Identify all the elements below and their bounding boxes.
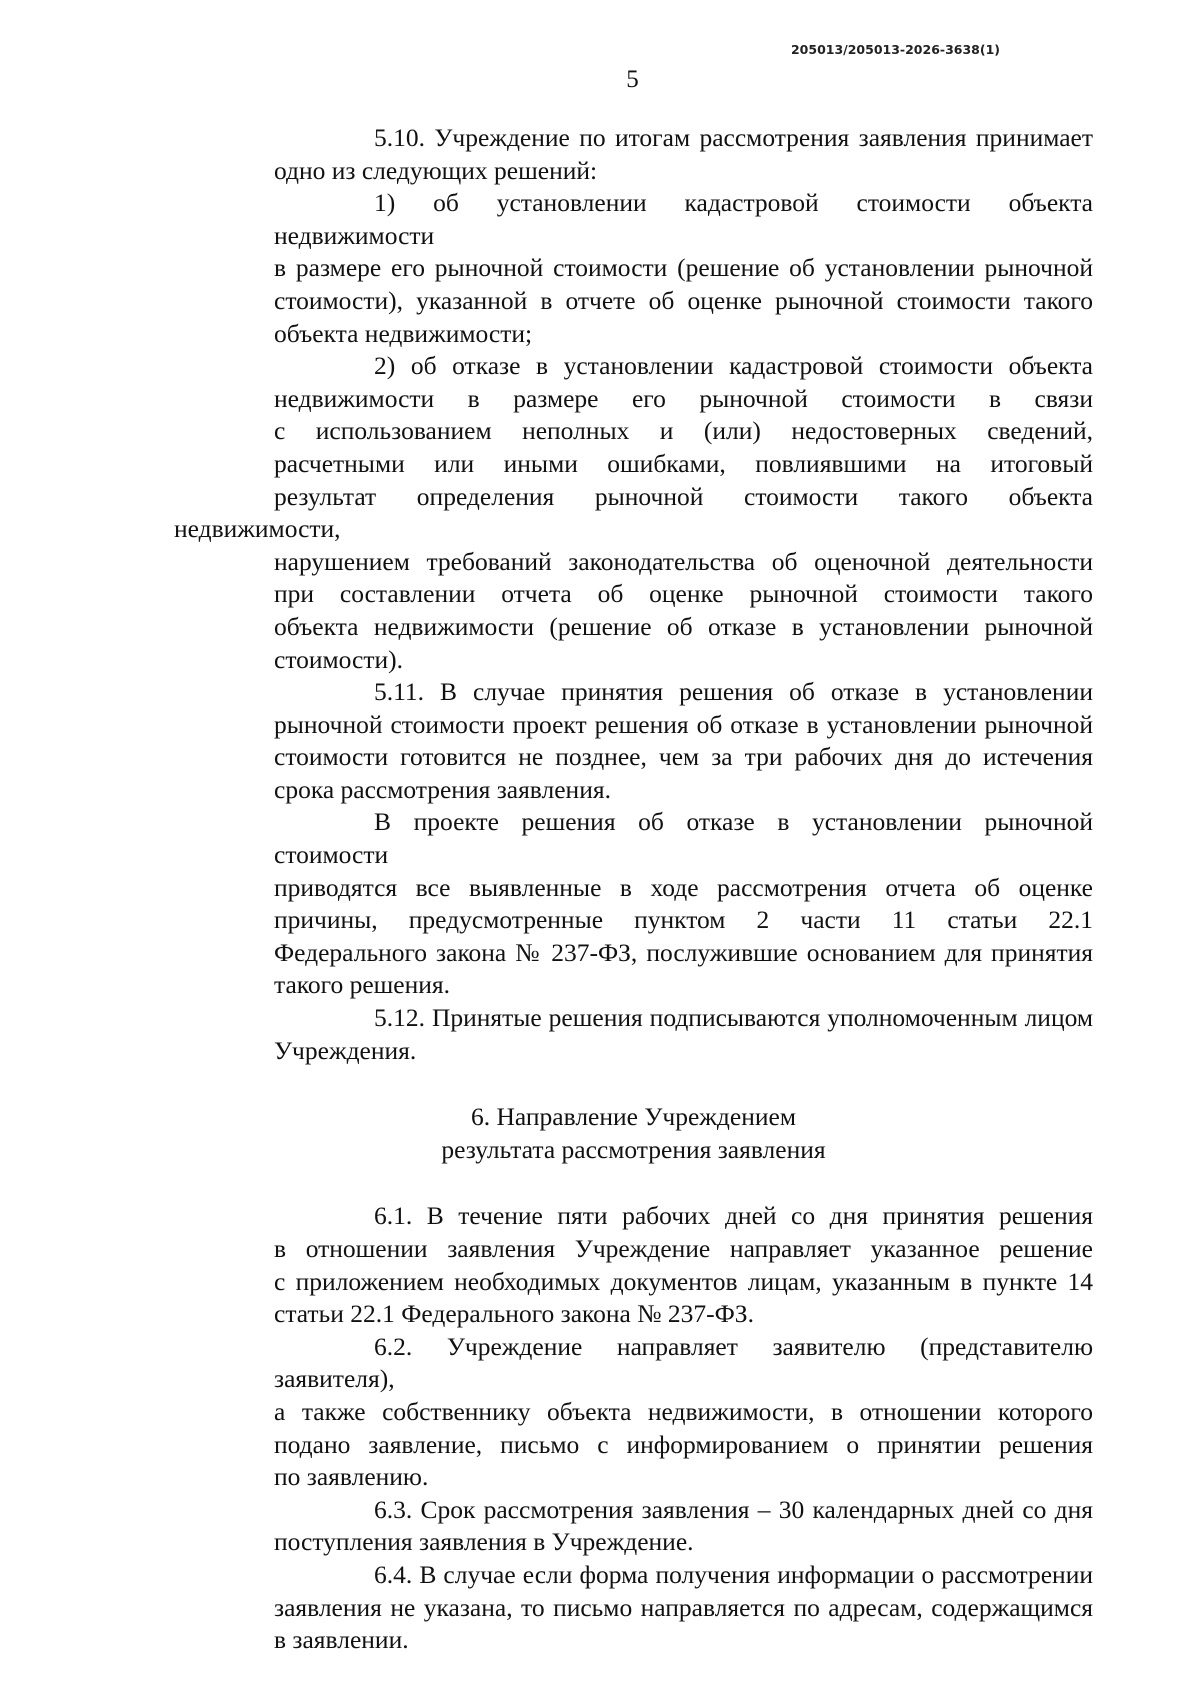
document-body [174, 122, 1093, 1657]
text-line: 6.1. В течение пяти рабочих дней со дня принятия решения [374, 1201, 1093, 1231]
text-line: стоимости готовится не позднее, чем за три рабочих дня до истечения [274, 742, 1093, 772]
text-line: 6.3. Срок рассмотрения заявления – 30 календарных дней со дня [374, 1494, 1093, 1524]
paragraph-5-12 [174, 1002, 1093, 1067]
text-line: заявления не указана, то письмо направляется по адресам, содержащимся [274, 1592, 1093, 1622]
section-heading-line: 6. Направление Учреждением [471, 1102, 796, 1132]
paragraph-5-11 [174, 676, 1093, 806]
text-line: в заявлении. [274, 1625, 409, 1655]
section-heading-line: результата рассмотрения заявления [441, 1134, 826, 1164]
paragraph-5-11-continued [174, 806, 1093, 1002]
paragraph-6-4 [174, 1559, 1093, 1657]
text-line: с использованием неполных и (или) недостоверных сведений, [274, 416, 1093, 446]
text-line: объекта недвижимости (решение об отказе в установлении рыночной [274, 611, 1093, 641]
text-line: одно из следующих решений: [274, 155, 598, 185]
text-line: при составлении отчета об оценке рыночной стоимости такого [274, 579, 1093, 609]
text-line: 6.4. В случае если форма получения информации о рассмотрении [374, 1559, 1093, 1589]
text-line: 2) об отказе в установлении кадастровой стоимости объекта [374, 351, 1093, 381]
text-line: 1) об установлении кадастровой стоимости объекта недвижимости [274, 188, 1093, 250]
text-line: 5.12. Принятые решения подписываются уполномоченным лицом [374, 1003, 1093, 1033]
text-line: стоимости), указанной в отчете об оценке рыночной стоимости такого [274, 285, 1093, 315]
paragraph-6-3 [174, 1494, 1093, 1559]
text-line: 5.10. Учреждение по итогам рассмотрения заявления принимает [374, 123, 1093, 152]
paragraph-6-1 [174, 1200, 1093, 1330]
paragraph-5-10-item-1 [174, 187, 1093, 350]
text-line: срока рассмотрения заявления. [274, 774, 611, 804]
text-line: недвижимости в размере его рыночной стоимости в связи [274, 383, 1093, 413]
text-line: по заявлению. [274, 1462, 429, 1492]
text-line: рыночной стоимости проект решения об отказе в установлении рыночной [274, 709, 1093, 739]
text-line: Учреждения. [274, 1035, 417, 1065]
text-line: с приложением необходимых документов лицам, указанным в пункте 14 [274, 1266, 1093, 1296]
text-line: причины, предусмотренные пунктом 2 части 11 статьи 22.1 [274, 905, 1093, 935]
text-line: нарушением требований законодательства об оценочной деятельности [274, 546, 1093, 576]
text-line: результат определения рыночной стоимости такого объекта недвижимости, [174, 481, 1093, 544]
text-line: В проекте решения об отказе в установлении рыночной стоимости [274, 807, 1093, 870]
section-6-heading [174, 1101, 1093, 1166]
text-line: в размере его рыночной стоимости (решение об установлении рыночной [274, 253, 1093, 283]
text-line: объекта недвижимости; [274, 318, 533, 348]
text-line: стоимости). [274, 644, 404, 674]
document-registration-number: 205013/205013-2026-3638(1) [790, 42, 1000, 57]
text-line: приводятся все выявленные в ходе рассмотрения отчета об оценке [274, 872, 1093, 902]
text-line: 6.2. Учреждение направляет заявителю (представителю заявителя), [274, 1331, 1093, 1394]
text-line: такого решения. [274, 970, 450, 1000]
text-line: в отношении заявления Учреждение направляет указанное решение [274, 1234, 1093, 1263]
text-line: подано заявление, письмо с информированием о принятии решения [274, 1429, 1093, 1459]
text-line: поступления заявления в Учреждение. [274, 1527, 694, 1557]
page-number: 5 [626, 66, 639, 93]
text-line: 5.11. В случае принятия решения об отказе в установлении [374, 677, 1093, 707]
text-line: статьи 22.1 Федерального закона № 237-ФЗ. [274, 1299, 754, 1329]
text-line: а также собственнику объекта недвижимости, в отношении которого [274, 1396, 1093, 1426]
text-line: расчетными или иными ошибками, повлиявшими на итоговый [274, 448, 1093, 478]
paragraph-6-2 [174, 1331, 1093, 1494]
paragraph-5-10 [174, 122, 1093, 187]
paragraph-5-10-item-2 [174, 350, 1093, 676]
text-line: Федерального закона № 237-ФЗ, послужившие основанием для принятия [274, 937, 1093, 967]
